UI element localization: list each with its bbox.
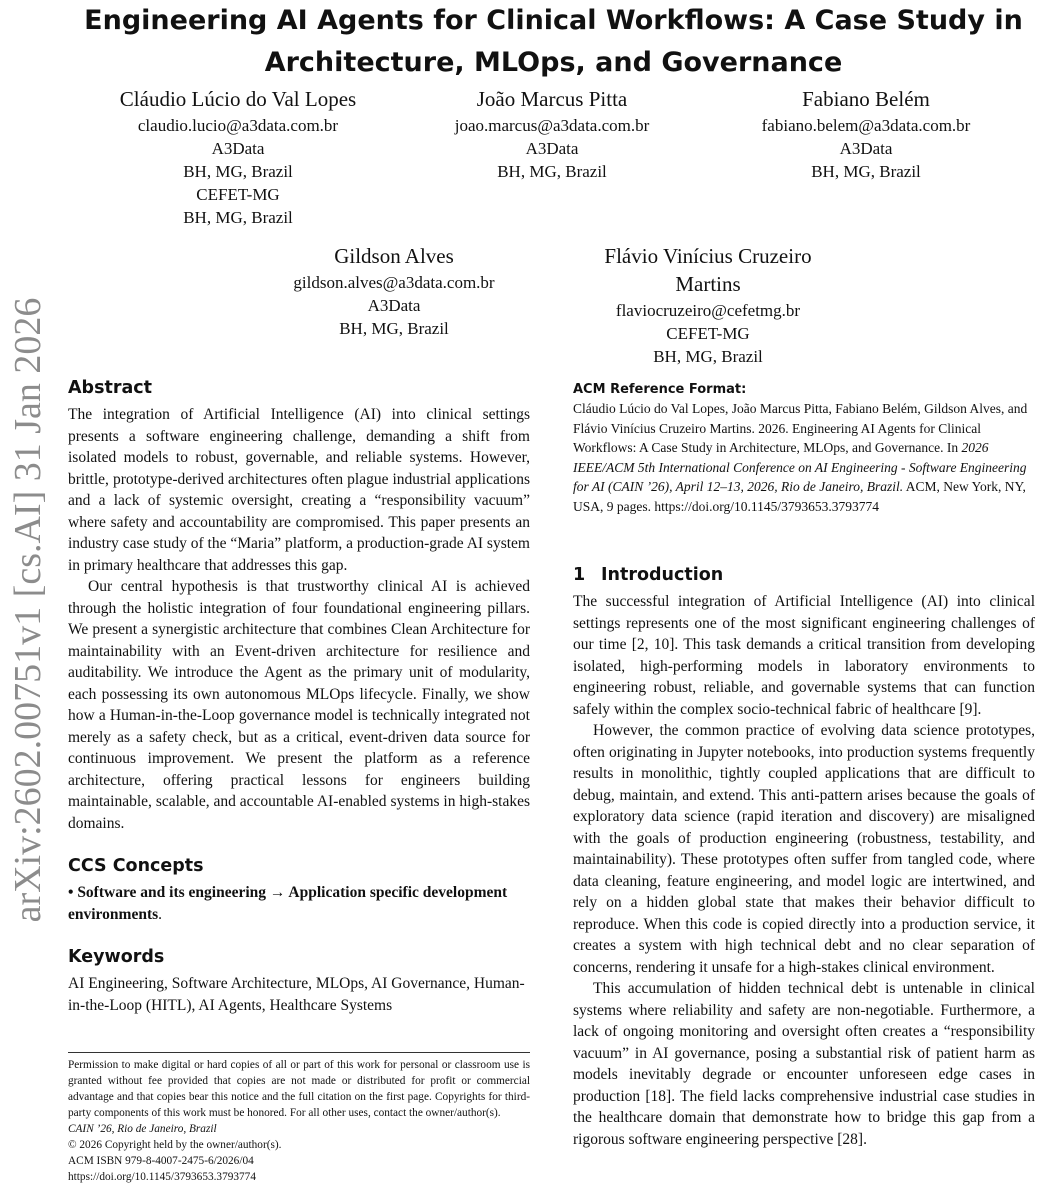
author-email: flaviocruzeiro@cefetmg.br — [615, 301, 801, 320]
author-affiliation: A3Data — [211, 139, 265, 158]
author-block-1 — [88, 86, 388, 229]
abstract-paragraph: Our central hypothesis is that trustworthy clinical AI is achieved through the holistic integration of four foundational engineering pillars. We present a synergistic architecture that combines Clean Architecture for maintainability with an Event-driven architecture for resilience and auditability. We introduce the Agent as the primary unit of modularity, each possessing its own autonomous MLOps lifecycle. Finally, we show how a Human-in-the-Loop governance model is technically integrated not merely as a safety check, but as a critical, event-driven data source for continuous improvement. We present the platform as a reference architecture, offering practical lessons for engineers building maintainable, scalable, and accountable AI-enabled systems in high-stakes domains. — [68, 578, 530, 832]
ccs-suffix: . — [158, 905, 163, 923]
author-name: Gildson Alves — [334, 244, 454, 268]
author-location: BH, MG, Brazil — [183, 162, 293, 181]
author-block-2 — [402, 86, 702, 183]
author-email: joao.marcus@a3data.com.br — [454, 116, 650, 135]
author-email: fabiano.belem@a3data.com.br — [761, 116, 971, 135]
author-name: Fabiano Belém — [802, 87, 930, 111]
copyright-line: © 2026 Copyright held by the owner/author(s). — [68, 1139, 282, 1151]
arxiv-identifier: arXiv:2602.00751v1 [cs.AI] 31 Jan 2026 — [7, 297, 49, 923]
doi-link[interactable]: https://doi.org/10.1145/3793653.3793774 — [68, 1171, 256, 1183]
author-affiliation: A3Data — [367, 296, 421, 315]
section-number: 1 — [573, 565, 586, 585]
author-name: Martins — [675, 272, 741, 296]
ccs-bullet: • — [68, 884, 74, 901]
author-affiliation: A3Data — [525, 139, 579, 158]
section-title: Introduction — [601, 565, 724, 585]
acm-reference-venue: 2026 IEEE/ACM 5th International Conference on AI Engineering - Software Engineering for AI (CAIN ’26), April 12–13, 2026, Rio de Janeiro, Brazil. — [573, 440, 1027, 494]
acm-reference-text — [573, 399, 1035, 516]
author-block-4 — [244, 243, 544, 340]
author-block-3 — [716, 86, 1016, 183]
author-email: claudio.lucio@a3data.com.br — [137, 116, 339, 135]
author-location: BH, MG, Brazil — [183, 208, 293, 227]
author-name: Cláudio Lúcio do Val Lopes — [119, 87, 357, 111]
ccs-concepts — [68, 882, 530, 925]
author-name: João Marcus Pitta — [476, 87, 628, 111]
title-line-1: Engineering AI Agents for Clinical Workflows: A Case Study in — [84, 5, 1023, 36]
footnote-rule — [68, 1052, 530, 1053]
abstract-heading: Abstract — [68, 378, 153, 398]
acm-reference-heading: ACM Reference Format: — [573, 382, 747, 397]
venue-line — [68, 1121, 530, 1137]
introduction-section — [573, 563, 1035, 1150]
author-location: BH, MG, Brazil — [811, 162, 921, 181]
author-affiliation: A3Data — [839, 139, 893, 158]
title-line-2: Architecture, MLOps, and Governance — [264, 47, 843, 78]
intro-paragraph: However, the common practice of evolving data science prototypes, often originating in Jupyter notebooks, into production systems frequently results in monolithic, tightly coupled applications that are difficult to debug, maintain, and extend. This anti-pattern arises because the goals of exploratory data science (rapid iteration and discovery) are misaligned with the goals of production engineering (robustness, testability, and maintainability). These prototypes often suffer from tangled code, where data cleaning, feature engineering, and model logic are intertwined, and rely on a hidden global state that makes their behavior difficult to reproduce. When this code is copied directly into a production service, it creates a system with high technical debt and no clear separation of concerns, rendering it unsafe for a high-stakes clinical environment. — [573, 722, 1035, 976]
intro-paragraph: This accumulation of hidden technical debt is untenable in clinical systems where reliability and safety are non-negotiable. Furthermore, a lack of ongoing monitoring and oversight often creates a “responsibility vacuum” in AI governance, posing a substantial risk of patient harm as models inevitably degrade or encounter unforeseen edge cases in production [18]. The field lacks comprehensive industrial case studies in the healthcare domain that demonstrate how to bridge this gap from a rigorous software engineering perspective [28]. — [573, 980, 1035, 1148]
author-affiliation: CEFET-MG — [196, 185, 280, 204]
intro-paragraph: The successful integration of Artificial Intelligence (AI) into clinical settings represents one of the most significant engineering challenges of our time [2, 10]. This task demands a critical transition from developing isolated, high-performing models in laboratory environments to engineering robust, reliable, and governable systems that can function safely within the complex socio-technical fabric of healthcare [9]. — [573, 593, 1035, 718]
keywords-text: AI Engineering, Software Architecture, MLOps, AI Governance, Human-in-the-Loop (HITL), AI Agents, Healthcare Systems — [68, 975, 525, 1014]
isbn-line: ACM ISBN 979-8-4007-2475-6/2026/04 — [68, 1155, 254, 1167]
author-location: BH, MG, Brazil — [339, 319, 449, 338]
acm-reference-tail: ACM, New York, NY, USA, 9 pages. https://doi.org/10.1145/3793653.3793774 — [573, 479, 1026, 514]
copyright-footnote — [68, 1052, 530, 1185]
paper-title — [60, 0, 1037, 84]
ccs-text: Software and its engineering → Application specific development environments — [68, 884, 508, 923]
author-name: Flávio Vinícius Cruzeiro — [604, 244, 812, 268]
author-affiliation: CEFET-MG — [666, 324, 750, 343]
keywords-heading: Keywords — [68, 947, 165, 967]
acm-reference-lead: Cláudio Lúcio do Val Lopes, João Marcus Pitta, Fabiano Belém, Gildson Alves, and Flávio Vinícius Cruzeiro Martins. 2026. Engineering AI Agents for Clinical Workflows: A Case Study in Architecture, MLOps, and Governance. In — [573, 401, 1028, 455]
author-location: BH, MG, Brazil — [497, 162, 607, 181]
venue-text: CAIN ’26, Rio de Janeiro, Brazil — [68, 1123, 217, 1135]
left-column — [68, 376, 530, 1016]
permission-notice: Permission to make digital or hard copies of all or part of this work for personal or classroom use is granted without fee provided that copies are not made or distributed for profit or commercial advantage and that copies bear this notice and the full citation on the first page. Copyrights for third-party components of this work must be honored. For all other uses, contact the owner/author(s). — [68, 1059, 530, 1119]
author-email: gildson.alves@a3data.com.br — [293, 273, 495, 292]
abstract-paragraph: The integration of Artificial Intelligence (AI) into clinical settings presents a software engineering challenge, demanding a shift from isolated models to robust, governable, and reliable systems. However, brittle, prototype-derived architectures often plague industrial applications and a lack of systemic oversight, creating a “responsibility vacuum” where safety and accountability are compromised. This paper presents an industry case study of the “Maria” platform, a production-grade AI system in primary healthcare that addresses this gap. — [68, 406, 530, 574]
acm-reference — [573, 381, 1035, 516]
author-location: BH, MG, Brazil — [653, 347, 763, 366]
author-block-5 — [558, 243, 858, 368]
introduction-heading — [573, 563, 1035, 587]
ccs-heading: CCS Concepts — [68, 856, 204, 876]
